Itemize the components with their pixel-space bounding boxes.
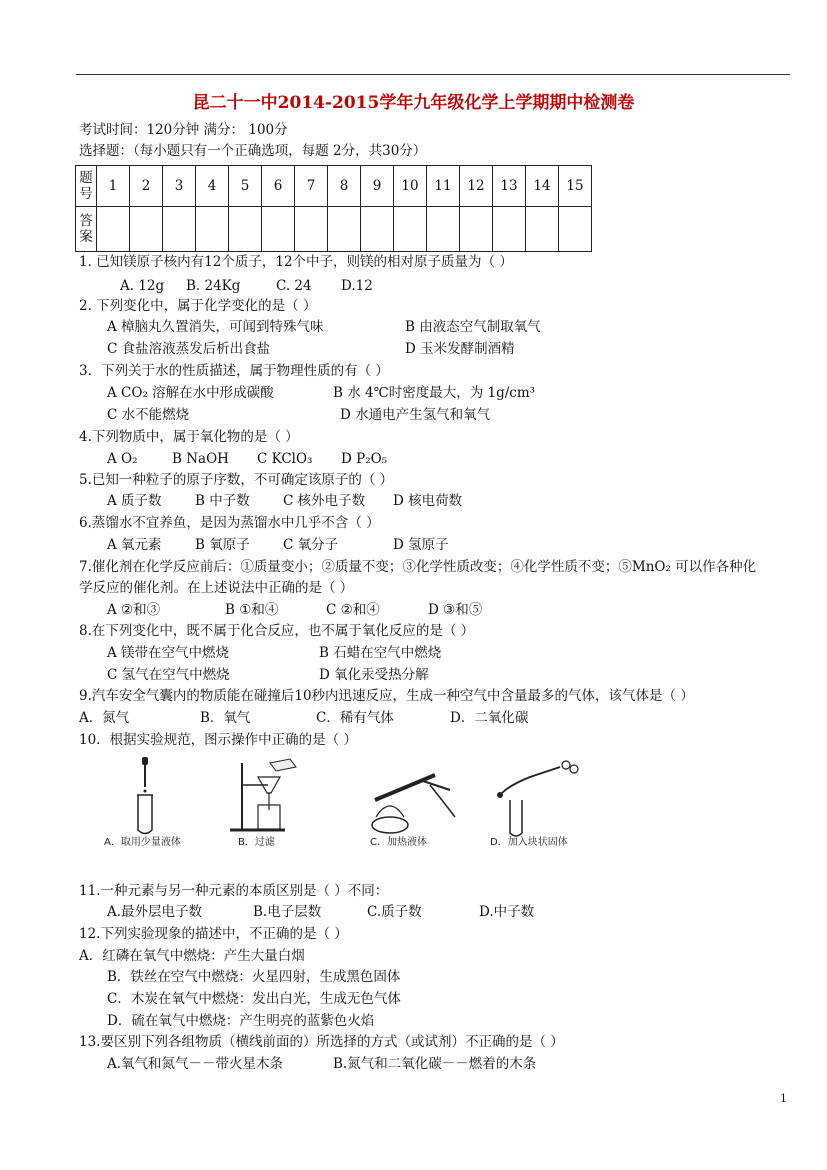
question-7-option-a: A ②和③ (107, 602, 161, 618)
table-header-number: 题号 (76, 166, 97, 207)
adding-solid-illustration (497, 761, 578, 836)
question-4-option-c: C KClO₃ (257, 451, 313, 467)
answer-cell[interactable] (295, 207, 328, 252)
page-title: 昆二十一中2014-2015学年九年级化学上学期期中检测卷 (192, 93, 635, 113)
answer-cell[interactable] (97, 207, 130, 252)
question-9-option-d: D．二氧化碳 (450, 710, 529, 726)
table-cell-number: 15 (559, 166, 592, 207)
question-1-option-d: D.12 (341, 278, 373, 294)
question-11-stem: 11.一种元素与另一种元素的本质区别是（ ）不同： (79, 883, 389, 899)
question-11-option-d: D.中子数 (479, 904, 535, 920)
question-11-option-a: A.最外层电子数 (107, 904, 203, 920)
answer-cell[interactable] (394, 207, 427, 252)
answer-cell[interactable] (163, 207, 196, 252)
question-13-option-b: B.氮气和二氧化碳－－燃着的木条 (333, 1056, 537, 1072)
question-1-option-c: C. 24 (276, 278, 312, 294)
table-cell-number: 12 (460, 166, 493, 207)
answer-cell[interactable] (229, 207, 262, 252)
table-header-answer: 答案 (76, 207, 97, 252)
figure-caption-b: B．过滤 (238, 837, 275, 848)
question-12-option-d: D．硫在氧气中燃烧：产生明亮的蓝紫色火焰 (107, 1013, 375, 1029)
answer-cell[interactable] (460, 207, 493, 252)
question-5-stem: 5.已知一种粒子的原子序数，不可确定该原子的（ ） (79, 472, 394, 488)
question-1-option-a: A. 12g (120, 278, 165, 294)
table-cell-number: 8 (328, 166, 361, 207)
question-9-option-b: B．氧气 (200, 710, 251, 726)
question-12-option-b: B．铁丝在空气中燃烧：火星四射，生成黑色固体 (107, 969, 401, 985)
question-2-stem: 2. 下列变化中，属于化学变化的是（ ） (79, 298, 317, 314)
question-9-stem: 9.汽车安全气囊内的物质能在碰撞后10秒内迅速反应，生成一种空气中含量最多的气体，该气体是（ ） (79, 688, 694, 704)
heating-liquid-illustration (372, 775, 455, 833)
question-5-option-b: B 中子数 (195, 493, 250, 509)
answer-cell[interactable] (196, 207, 229, 252)
question-5-option-a: A 质子数 (107, 493, 162, 509)
question-4-option-b: B NaOH (172, 451, 229, 467)
figure-caption-d: D．加入块状固体 (490, 837, 568, 848)
question-9-option-a: A．氮气 (79, 710, 130, 726)
question-8-stem: 8.在下列变化中，既不属于化合反应，也不属于氧化反应的是（ ） (79, 623, 475, 639)
question-8-option-c: C 氢气在空气中燃烧 (107, 667, 230, 683)
table-cell-number: 9 (361, 166, 394, 207)
answer-cell[interactable] (526, 207, 559, 252)
question-6-option-d: D 氢原子 (393, 537, 449, 553)
question-7-option-d: D ③和⑤ (428, 602, 483, 618)
question-12-option-c: C．木炭在氧气中燃烧：发出白光，生成无色气体 (107, 991, 401, 1007)
question-3-option-c: C 水不能燃烧 (107, 407, 190, 423)
exam-time-line: 考试时间：120分钟 满分： 100分 (79, 122, 288, 138)
question-5-option-d: D 核电荷数 (393, 493, 463, 509)
answer-cell[interactable] (559, 207, 592, 252)
question-6-option-c: C 氧分子 (283, 537, 339, 553)
table-cell-number: 1 (97, 166, 130, 207)
question-3-stem: 3．下列关于水的性质描述，属于物理性质的有（ ） (79, 363, 389, 379)
question-11-option-c: C.质子数 (367, 904, 422, 920)
question-8-option-d: D 氧化汞受热分解 (319, 667, 429, 683)
question-6-option-b: B 氧原子 (195, 537, 250, 553)
question-11-option-b: B.电子层数 (253, 904, 322, 920)
lab-operations-figure (90, 755, 610, 850)
table-cell-number: 14 (526, 166, 559, 207)
table-cell-number: 7 (295, 166, 328, 207)
answer-cell[interactable] (361, 207, 394, 252)
question-3-option-d: D 水通电产生氢气和氧气 (340, 407, 491, 423)
answer-cell[interactable] (493, 207, 526, 252)
table-cell-number: 4 (196, 166, 229, 207)
question-13-stem: 13.要区别下列各组物质（横线前面的）所选择的方式（或试剂）不正确的是（ ） (79, 1034, 564, 1050)
question-2-option-b: B 由液态空气制取氧气 (405, 319, 541, 335)
question-7-option-c: C ②和④ (326, 602, 380, 618)
question-7-stem-continued: 学反应的催化剂。在上述说法中正确的是（ ） (79, 580, 354, 596)
table-cell-number: 3 (163, 166, 196, 207)
table-cell-number: 11 (427, 166, 460, 207)
answer-cell[interactable] (130, 207, 163, 252)
answer-cell[interactable] (328, 207, 361, 252)
table-cell-number: 13 (493, 166, 526, 207)
header-rule (76, 74, 790, 75)
question-1-option-b: B. 24Kg (186, 278, 241, 294)
question-3-option-b: B 水 4℃时密度最大，为 1g/cm³ (333, 385, 536, 401)
question-4-option-a: A O₂ (107, 451, 138, 467)
figure-caption-a: A．取用少量液体 (104, 837, 181, 848)
question-8-option-b: B 石蜡在空气中燃烧 (319, 645, 442, 661)
answer-cell[interactable] (262, 207, 295, 252)
question-6-option-a: A 氧元素 (107, 537, 162, 553)
filtration-illustration (230, 759, 296, 830)
table-cell-number: 2 (130, 166, 163, 207)
question-3-option-a: A CO₂ 溶解在水中形成碳酸 (107, 385, 274, 401)
question-6-stem: 6.蒸馏水不宜养鱼，是因为蒸馏水中几乎不含（ ） (79, 515, 380, 531)
figure-caption-c: C．加热液体 (370, 837, 427, 848)
question-5-option-c: C 核外电子数 (283, 493, 366, 509)
answer-cell[interactable] (427, 207, 460, 252)
question-2-option-d: D 玉米发酵制酒精 (405, 341, 515, 357)
question-8-option-a: A 镁带在空气中燃烧 (107, 645, 230, 661)
table-cell-number: 10 (394, 166, 427, 207)
question-2-option-a: A 樟脑丸久置消失，可闻到特殊气味 (107, 319, 324, 335)
table-cell-number: 5 (229, 166, 262, 207)
question-2-option-c: C 食盐溶液蒸发后析出食盐 (107, 341, 271, 357)
question-12-stem: 12.下列实验现象的描述中，不正确的是（ ） (79, 926, 348, 942)
table-cell-number: 6 (262, 166, 295, 207)
question-13-option-a: A.氧气和氮气－－带火星木条 (107, 1056, 284, 1072)
question-4-stem: 4.下列物质中，属于氧化物的是（ ） (79, 429, 299, 445)
question-9-option-c: C．稀有气体 (316, 710, 394, 726)
question-12-option-a: A．红磷在氧气中燃烧：产生大量白烟 (79, 948, 305, 964)
question-4-option-d: D P₂O₅ (341, 451, 388, 467)
dropper-test-tube-illustration (137, 757, 153, 834)
answer-table (75, 165, 592, 252)
page-number: 1 (780, 1092, 787, 1105)
question-1-stem: 1. 已知镁原子核内有12个质子，12个中子，则镁的相对原子质量为（ ） (79, 254, 513, 270)
question-7-option-b: B ①和④ (225, 602, 279, 618)
section-instruction: 选择题：（每小题只有一个正确选项，每题 2分，共30分） (79, 143, 427, 159)
question-7-stem: 7.催化剂在化学反应前后：①质量变小；②质量不变；③化学性质改变；④化学性质不变；⑤MnO₂ 可以作各种化 (79, 559, 757, 575)
question-10-stem: 10．根据实验规范，图示操作中正确的是（ ） (79, 732, 357, 748)
